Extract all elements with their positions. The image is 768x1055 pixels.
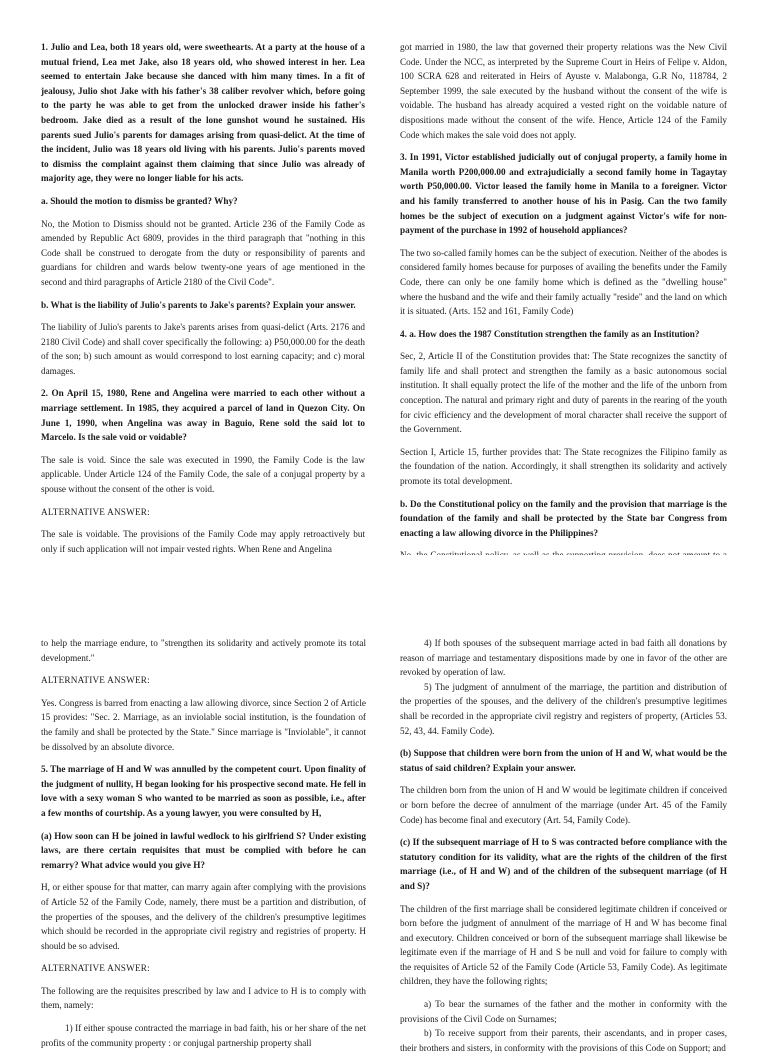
alternative-answer-heading: ALTERNATIVE ANSWER: xyxy=(41,675,150,686)
list-paragraph: 1) If either spouse contracted the marriage in bad faith, his or her share of the net profits of the community property : or conjugal partnership property shall xyxy=(41,1023,366,1048)
question-paragraph: (a) How soon can H be joined in lawful wedlock to his girlfriend S? Under existing laws, are there certain requisites that must be complied with before he can remarry? What advice would you give H? xyxy=(41,830,366,870)
answer-paragraph: The liability of Julio's parents to Jake's parents arises from quasi-delict (Arts. 2176 and 2180 Civil Code) and shall cover specifically the following: a) P50,000.00 for the death of the son; b) such amount as would correspond to lost earning capacity; and c) moral damages. xyxy=(41,322,365,376)
list-paragraph: 5) The judgment of annulment of the marriage, the partition and distribution of the properties of the spouses, and the delivery of the children's presumptive legitimes shall be recorded in the appropriate civil registry and registers of property, (Articles 53. 52, 43, 44. Family Code). xyxy=(400,681,727,736)
answer-paragraph: Section I, Article 15, further provides that: The State recognizes the Filipino family as the foundation of the nation. Accordingly, it shall strengthen its solidarity and actively promote its total development. xyxy=(400,446,727,487)
list-paragraph: a) To bear the surnames of the father and the mother in conformity with the provisions of the Civil Code on Surnames; xyxy=(400,999,727,1024)
answer-paragraph: Yes. Congress is barred from enacting a law allowing divorce, since Section 2 of Article 15 provides: "Sec. 2. Marriage, as an inviolable social institution, is the foundation of the family and shall be protected by the State." Since marriage is "Inviolable", it cannot be dissolved by an absolute divorce. xyxy=(41,697,366,752)
answer-paragraph: Sec, 2, Article II of the Constitution provides that: The State recognizes the sanctity of family life and shall protect and strengthen the family as a basic autonomous social institution. It shall equally protect the life of the mother and the life of the unborn from conception. The natural and primary right and duty of parents in the rearing of the youth for civic efficiency and the development of moral character shall receive the support of the Government. xyxy=(400,351,727,435)
column-left xyxy=(41,636,366,1048)
question-paragraph: 5. The marriage of H and W was annulled by the competent court. Upon finality of the judgment of nullity, H began looking for his prospective second mate. He fell in love with a sexy woman S who wanted to be married as soon as possible, i.e., after a few months of courtship. As a young lawyer, you were consulted by H, xyxy=(41,764,366,818)
list-paragraph: 4) If both spouses of the subsequent marriage acted in bad faith all donations by reason of marriage and testamentary dispositions made by one in favor of the other are revoked by operation of law. xyxy=(400,638,727,678)
list-paragraph: b) To receive support from their parents, their ascendants, and in proper cases, their brothers and sisters, in conformity with the provisions of this Code on Support; and xyxy=(400,1028,727,1053)
answer-paragraph: H, or either spouse for that matter, can marry again after complying with the provisions of Article 52 of the Family Code, namely, there must be a partition and distribution, of the properties of the spouses, and the delivery of the children's presumptive legitimes which should be recorded in the appropriate civil registry and registries of property. H should be so advised. xyxy=(41,882,366,951)
question-paragraph: b. What is the liability of Julio's parents to Jake's parents? Explain your answer. xyxy=(41,299,356,310)
question-paragraph: (b) Suppose that children were born from the union of H and W, what would be the status of said children? Explain your answer. xyxy=(400,748,727,773)
answer-paragraph: The sale is void. Since the sale was executed in 1990, the Family Code is the law applicable. Under Article 124 of the Family Code, the sale of a conjugal property by a spouse without the consent of the other is void. xyxy=(41,454,365,495)
answer-paragraph: to help the marriage endure, to "strengthen its solidarity and actively promote its total development." xyxy=(41,638,366,663)
answer-paragraph: The children of the first marriage shall be considered legitimate children if conceived or born before the judgment of annulment of the marriage of H and W has become final and executory. Children conceived or born of the subsequent marriage shall likewise be legitimate even if the marriage of H and S be null and void for failure to comply with the requisites of Article 52 of the Family Code (Article 53, Family Code). As legitimate children, they have the following rights; xyxy=(400,903,727,987)
question-paragraph: 3. In 1991, Victor established judicially out of conjugal property, a family home in Manila worth P200,000.00 and extrajudicially a second family home in Tagaytay worth P50,000.00. Victor leased the family home in Manila to a foreigner. Victor and his family transferred to another house of his in Pasig. Can the two family homes be the subject of execution on a judgment against Victor's wife for non-payment of the purchase in 1992 of household appliances? xyxy=(400,152,727,236)
answer-paragraph: The following are the requisites prescribed by law and I advice to H is to comply with them, namely: xyxy=(41,985,366,1011)
answer-paragraph: got married in 1980, the law that governed their property relations was the New Civil Code. Under the NCC, as interpreted by the Supreme Court in Heirs of Felipe v. Aldon, 100 SCRA 628 and reiterated in Heirs of Ayuste v. Malabonga, G.R No, 118784, 2 September 1999, the sale executed by the husband without the consent of the wife is voidable. The husband has already acquired a vested right on the voidable nature of dispositions made without the consent of the wife. Hence, Article 124 of the Family Code which makes the sale void does not apply. xyxy=(400,42,727,140)
page-gap xyxy=(0,555,768,622)
question-paragraph: a. Should the motion to dismiss be granted? Why? xyxy=(41,195,238,206)
question-paragraph: 4. a. How does the 1987 Constitution strengthen the family as an Institution? xyxy=(400,328,700,339)
answer-paragraph: The two so-called family homes can be the subject of execution. Neither of the abodes is considered family homes because for purposes of availing the benefits under the Family Code, there can only be one family home which is defined as the "dwelling house" where the husband and the wife and their family actually "reside" and the land on which it is situated. (Arts. 152 and 161, Family Code) xyxy=(400,247,727,317)
column-left xyxy=(41,40,365,554)
answer-paragraph: The sale is voidable. The provisions of the Family Code may apply retroactively but only if such application will not impair vested rights. When Rene and Angelina xyxy=(41,529,365,554)
question-paragraph: 1. Julio and Lea, both 18 years old, were sweethearts. At a party at the house of a mutual friend, Lea met Jake, also 18 years old, who showed interest in her. Lea seemed to entertain Jake because she danced with him many times. In a fit of jealousy, Julio shot Jake with his father's 38 caliber revolver which, before going to the party he was able to get from the unlocked drawer inside his father's bedroom. Jake died as a result of the lone gunshot wound he sustained. His parents sued Julio's parents for damages arising from quasi-delict. At the time of the incident, Julio was 18 years old living with his parents. Julio's parents moved to dismiss the complaint against them claiming that since Julio was already of majority age, they were no longer liable for his acts. xyxy=(41,42,365,184)
question-paragraph: (c) If the subsequent marriage of H to S was contracted before compliance with the statutory condition for its validity, what are the rights of the children of the first marriage (i.e., of H and W) and of the children of the subsequent marriage (of H and S)? xyxy=(400,837,727,891)
question-paragraph: b. Do the Constitutional policy on the family and the provision that marriage is the foundation of the family and shall be protected by the State bar Congress from enacting a law allowing divorce in the Philippines? xyxy=(400,498,727,538)
alternative-answer-heading: ALTERNATIVE ANSWER: xyxy=(41,963,150,974)
alternative-answer-heading: ALTERNATIVE ANSWER: xyxy=(41,506,150,517)
answer-paragraph: The children born from the union of H and W would be legitimate children if conceived or born before the decree of annulment of the marriage (under Art. 45 of the Family Code) has become final and executory (Art. 54, Family Code). xyxy=(400,785,727,825)
document-page-bottom xyxy=(0,622,768,1053)
column-right xyxy=(400,636,727,1053)
question-paragraph: 2. On April 15, 1980, Rene and Angelina were married to each other without a marriage settlement. In 1985, they acquired a parcel of land in Quezon City. On June 1, 1990, when Angelina was away in Baguio, Rene sold the said lot to Marcelo. Is the sale void or voidable? xyxy=(41,388,365,443)
answer-paragraph: No, the Motion to Dismiss should not be granted. Article 236 of the Family Code as amended by Republic Act 6809, provides in the third paragraph that "nothing in this Code shall be construed to derogate from the duty or responsibility of parents and guardians for children and wards below twenty-one years of age mentioned in the second and third paragraphs of Article 2180 of the Civil Code". xyxy=(41,218,365,287)
column-right xyxy=(400,40,727,550)
